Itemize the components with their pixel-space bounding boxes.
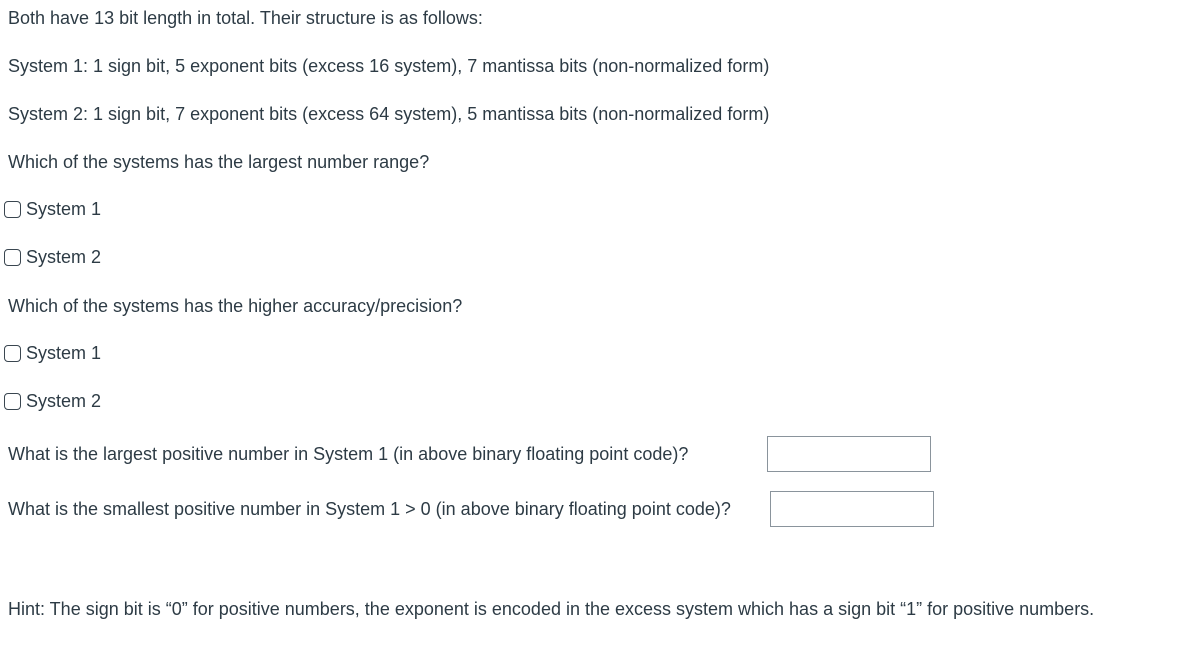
option-label: System 1 [26, 343, 102, 363]
option-label: System 2 [26, 247, 102, 267]
checkbox[interactable] [4, 249, 21, 266]
system1-description: System 1: 1 sign bit, 5 exponent bits (excess 16 system), 7 mantissa bits (non-normalized form) [8, 56, 770, 76]
largest-number-input[interactable] [767, 436, 931, 472]
smallest-number-input[interactable] [770, 491, 934, 527]
question-smallest-text: What is the smallest positive number in System 1 > 0 (in above binary floating point code)? [8, 499, 731, 519]
range-option-system2[interactable] [4, 246, 101, 268]
checkbox[interactable] [4, 393, 21, 410]
checkbox[interactable] [4, 345, 21, 362]
hint-text: Hint: The sign bit is “0” for positive numbers, the exponent is encoded in the excess system which has a sign bit “1” for positive numbers. [8, 599, 1095, 619]
system2-description: System 2: 1 sign bit, 7 exponent bits (excess 64 system), 5 mantissa bits (non-normalized form) [8, 104, 770, 124]
intro-text: Both have 13 bit length in total. Their structure is as follows: [8, 8, 483, 28]
precision-option-system1[interactable] [4, 342, 101, 364]
precision-option-system2[interactable] [4, 390, 101, 412]
question-precision-text: Which of the systems has the higher accuracy/precision? [8, 296, 463, 316]
question-largest-text: What is the largest positive number in System 1 (in above binary floating point code)? [8, 444, 689, 464]
option-label: System 2 [26, 391, 102, 411]
option-label: System 1 [26, 199, 102, 219]
range-option-system1[interactable] [4, 198, 101, 220]
question-range-text: Which of the systems has the largest number range? [8, 152, 430, 172]
checkbox[interactable] [4, 201, 21, 218]
